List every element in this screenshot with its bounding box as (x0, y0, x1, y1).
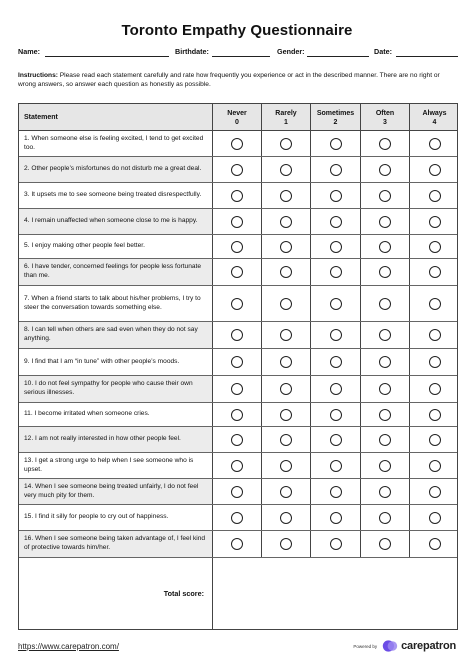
column-header-label: Often (375, 109, 395, 117)
rating-radio-never[interactable] (231, 138, 243, 150)
rating-cell (310, 427, 360, 452)
table-row (19, 479, 457, 505)
rating-radio-sometimes[interactable] (330, 460, 342, 472)
rating-cell (310, 157, 360, 182)
rating-cell (310, 479, 360, 504)
rating-cell (261, 453, 310, 478)
rating-radio-never[interactable] (231, 241, 243, 253)
rating-cell (261, 322, 310, 348)
rating-cell (261, 235, 310, 258)
rating-cell (310, 235, 360, 258)
birthdate-input-line[interactable] (212, 56, 270, 57)
rating-radio-always[interactable] (429, 138, 441, 150)
rating-cell (360, 183, 409, 208)
statement-text: 3. It upsets me to see someone being treated disrespectfully. (24, 191, 202, 199)
rating-cell (409, 183, 459, 208)
rating-radio-always[interactable] (429, 460, 441, 472)
table-row (19, 453, 457, 479)
rating-radio-never[interactable] (231, 409, 243, 421)
rating-radio-sometimes[interactable] (330, 383, 342, 395)
statement-text: 11. I become irritated when someone cries. (24, 410, 150, 418)
rating-cell (310, 322, 360, 348)
rating-cell (212, 376, 261, 402)
rating-radio-always[interactable] (429, 241, 441, 253)
statement-text: 5. I enjoy making other people feel better. (24, 242, 145, 250)
rating-radio-rarely[interactable] (280, 512, 292, 524)
table-row (19, 183, 457, 209)
rating-radio-sometimes[interactable] (330, 356, 342, 368)
rating-radio-rarely[interactable] (280, 216, 292, 228)
statement-text: 14. When I see someone being treated unfairly, I do not feel very much pity for them. (19, 479, 212, 504)
rating-cell (360, 479, 409, 504)
rating-cell (310, 453, 360, 478)
rating-cell (409, 286, 459, 321)
rating-cell (360, 427, 409, 452)
powered-by-text: Powered by (353, 643, 378, 649)
rating-cell (212, 209, 261, 234)
column-header-never (212, 104, 261, 131)
instructions-text: Please read each statement carefully and rate how frequently you experience or act in the described manner. There are no right or wrong answers, so answer each question as honestly as possible. (18, 72, 440, 89)
rating-radio-never[interactable] (231, 356, 243, 368)
rating-cell (409, 376, 459, 402)
rating-cell (310, 505, 360, 530)
rating-cell (310, 403, 360, 426)
name-input-line[interactable] (45, 56, 169, 57)
rating-cell (360, 157, 409, 182)
rating-radio-never[interactable] (231, 538, 243, 550)
table-row (19, 403, 457, 427)
rating-cell (261, 131, 310, 156)
instructions (18, 71, 458, 89)
table-row (19, 531, 457, 558)
statement-text: 8. I can tell when others are sad even when they do not say anything. (19, 322, 212, 348)
rating-cell (409, 505, 459, 530)
statement-text: 13. I get a strong urge to help when I see someone who is upset. (24, 456, 194, 473)
gender-field[interactable] (277, 47, 305, 56)
rating-radio-sometimes[interactable] (330, 486, 342, 498)
rating-cell (212, 505, 261, 530)
rating-cell (409, 209, 459, 234)
rating-radio-often[interactable] (379, 298, 391, 310)
column-header-rarely (261, 104, 310, 131)
respondent-fields (18, 47, 458, 61)
rating-radio-never[interactable] (231, 486, 243, 498)
rating-cell (409, 531, 459, 557)
rating-radio-often[interactable] (379, 329, 391, 341)
statement-text: 9. I find that I am “in tune” with other people’s moods. (24, 357, 180, 365)
rating-radio-never[interactable] (231, 329, 243, 341)
statement-text: 7. When a friend starts to talk about his/her problems, I try to steer the conversation towards something else. (24, 294, 201, 311)
name-label: Name: (18, 47, 40, 56)
rating-radio-rarely[interactable] (280, 190, 292, 202)
rating-radio-often[interactable] (379, 460, 391, 472)
statement-text: 4. I remain unaffected when someone close to me is happy. (19, 209, 212, 234)
instructions-label: Instructions: (18, 72, 58, 79)
table-row (19, 376, 457, 403)
page-title: Toronto Empathy Questionnaire (121, 22, 353, 39)
rating-radio-often[interactable] (379, 434, 391, 446)
rating-radio-sometimes[interactable] (330, 409, 342, 421)
rating-radio-always[interactable] (429, 216, 441, 228)
rating-cell (360, 505, 409, 530)
rating-cell (261, 427, 310, 452)
rating-radio-always[interactable] (429, 512, 441, 524)
rating-cell (261, 479, 310, 504)
rating-cell (409, 157, 459, 182)
rating-cell (310, 286, 360, 321)
rating-radio-rarely[interactable] (280, 486, 292, 498)
rating-cell (212, 131, 261, 156)
rating-radio-sometimes[interactable] (330, 164, 342, 176)
rating-radio-rarely[interactable] (280, 164, 292, 176)
column-header-value: 1 (284, 118, 288, 126)
birthdate-label: Birthdate: (175, 47, 209, 56)
rating-cell (360, 376, 409, 402)
name-field[interactable] (18, 47, 40, 56)
table-row (19, 131, 457, 157)
rating-radio-sometimes[interactable] (330, 329, 342, 341)
rating-radio-often[interactable] (379, 164, 391, 176)
rating-radio-never[interactable] (231, 216, 243, 228)
rating-radio-always[interactable] (429, 356, 441, 368)
statement-text: 16. When I see someone being taken advantage of, I feel kind of protective towards him/her. (19, 531, 212, 557)
rating-cell (212, 157, 261, 182)
total-score-label: Total score: (163, 589, 204, 598)
table-row (19, 286, 457, 322)
questionnaire-table (18, 103, 458, 630)
table-row (19, 427, 457, 453)
rating-cell (409, 131, 459, 156)
column-header-value: 0 (235, 118, 239, 126)
table-row (19, 349, 457, 376)
rating-cell (360, 531, 409, 557)
rating-cell (212, 403, 261, 426)
rating-radio-often[interactable] (379, 486, 391, 498)
column-header-value: 2 (333, 118, 338, 126)
rating-cell (212, 183, 261, 208)
rating-radio-rarely[interactable] (280, 356, 292, 368)
carepatron-logo-icon (382, 638, 398, 654)
rating-radio-always[interactable] (429, 538, 441, 550)
rating-cell (261, 183, 310, 208)
rating-cell (360, 403, 409, 426)
rating-cell (310, 349, 360, 375)
date-field[interactable] (374, 47, 392, 56)
rating-cell (261, 259, 310, 285)
rating-radio-rarely[interactable] (280, 460, 292, 472)
rating-cell (360, 131, 409, 156)
rating-radio-sometimes[interactable] (330, 434, 342, 446)
column-header-label: Sometimes (316, 109, 355, 117)
rating-cell (310, 209, 360, 234)
statement-text: 12. I am not really interested in how other people feel. (19, 427, 212, 452)
rating-radio-never[interactable] (231, 190, 243, 202)
table-row (19, 157, 457, 183)
rating-cell (212, 322, 261, 348)
statement-text: 2. Other people’s misfortunes do not disturb me a great deal. (19, 157, 212, 182)
rating-radio-always[interactable] (429, 164, 441, 176)
rating-radio-never[interactable] (231, 512, 243, 524)
rating-radio-always[interactable] (429, 190, 441, 202)
column-header-label: Rarely (275, 109, 297, 117)
date-input-line[interactable] (396, 56, 458, 57)
rating-cell (360, 286, 409, 321)
rating-radio-sometimes[interactable] (330, 266, 342, 278)
rating-cell (360, 453, 409, 478)
column-header-often (360, 104, 409, 131)
brand-name: carepatron (401, 640, 456, 652)
table-row (19, 209, 457, 235)
table-row (19, 235, 457, 259)
rating-radio-always[interactable] (429, 434, 441, 446)
rating-radio-never[interactable] (231, 434, 243, 446)
rating-cell (261, 531, 310, 557)
rating-radio-often[interactable] (379, 216, 391, 228)
rating-radio-always[interactable] (429, 409, 441, 421)
rating-cell (212, 453, 261, 478)
rating-cell (409, 453, 459, 478)
carepatron-url-link[interactable]: https://www.carepatron.com/ (18, 642, 119, 651)
rating-radio-often[interactable] (379, 241, 391, 253)
rating-cell (261, 286, 310, 321)
rating-radio-sometimes[interactable] (330, 216, 342, 228)
rating-cell (212, 479, 261, 504)
table-header (19, 104, 457, 131)
rating-cell (409, 349, 459, 375)
rating-cell (360, 322, 409, 348)
rating-cell (212, 259, 261, 285)
rating-cell (360, 209, 409, 234)
rating-radio-sometimes[interactable] (330, 138, 342, 150)
rating-radio-always[interactable] (429, 329, 441, 341)
rating-radio-rarely[interactable] (280, 434, 292, 446)
table-row (19, 322, 457, 349)
rating-radio-always[interactable] (429, 298, 441, 310)
rating-radio-rarely[interactable] (280, 383, 292, 395)
rating-radio-never[interactable] (231, 460, 243, 472)
rating-radio-sometimes[interactable] (330, 298, 342, 310)
rating-radio-rarely[interactable] (280, 266, 292, 278)
rating-radio-sometimes[interactable] (330, 241, 342, 253)
rating-cell (310, 259, 360, 285)
gender-label: Gender: (277, 47, 305, 56)
rating-cell (261, 349, 310, 375)
rating-cell (310, 131, 360, 156)
date-label: Date: (374, 47, 392, 56)
birthdate-field[interactable] (175, 47, 209, 56)
statement-text: 10. I do not feel sympathy for people who cause their own serious illnesses. (19, 376, 212, 402)
rating-cell (261, 209, 310, 234)
rating-radio-sometimes[interactable] (330, 512, 342, 524)
rating-cell (409, 403, 459, 426)
rating-cell (261, 376, 310, 402)
statement-text: 1. When someone else is feeling excited, I tend to get excited too. (24, 134, 204, 151)
statement-column-header: Statement (24, 114, 58, 121)
rating-radio-never[interactable] (231, 164, 243, 176)
rating-radio-often[interactable] (379, 538, 391, 550)
rating-radio-never[interactable] (231, 298, 243, 310)
rating-cell (360, 259, 409, 285)
statement-text: 15. I find it silly for people to cry out of happiness. (24, 513, 169, 521)
column-header-label: Always (422, 109, 447, 117)
rating-cell (310, 376, 360, 402)
total-score-field[interactable] (212, 558, 457, 629)
rating-cell (409, 235, 459, 258)
rating-cell (212, 531, 261, 557)
column-header-sometimes (310, 104, 360, 131)
rating-cell (212, 349, 261, 375)
rating-radio-always[interactable] (429, 486, 441, 498)
rating-cell (409, 479, 459, 504)
rating-radio-often[interactable] (379, 138, 391, 150)
column-header-label: Never (227, 109, 247, 117)
rating-cell (261, 157, 310, 182)
rating-radio-sometimes[interactable] (330, 190, 342, 202)
rating-cell (409, 427, 459, 452)
brand-block (353, 638, 456, 654)
gender-input-line[interactable] (307, 56, 369, 57)
rating-radio-often[interactable] (379, 356, 391, 368)
table-row (19, 505, 457, 531)
rating-radio-rarely[interactable] (280, 329, 292, 341)
rating-radio-often[interactable] (379, 409, 391, 421)
rating-radio-often[interactable] (379, 383, 391, 395)
rating-cell (212, 427, 261, 452)
statement-text: 6. I have tender, concerned feelings for people less fortunate than me. (19, 259, 212, 285)
rating-radio-rarely[interactable] (280, 241, 292, 253)
table-row (19, 259, 457, 286)
rating-cell (310, 531, 360, 557)
column-header-value: 3 (383, 118, 387, 126)
rating-cell (212, 286, 261, 321)
rating-radio-rarely[interactable] (280, 409, 292, 421)
rating-radio-rarely[interactable] (280, 298, 292, 310)
rating-radio-often[interactable] (379, 512, 391, 524)
rating-radio-sometimes[interactable] (330, 538, 342, 550)
rating-cell (409, 322, 459, 348)
rating-radio-never[interactable] (231, 383, 243, 395)
rating-cell (261, 505, 310, 530)
rating-radio-always[interactable] (429, 266, 441, 278)
total-score-row (19, 558, 457, 629)
rating-radio-never[interactable] (231, 266, 243, 278)
rating-cell (360, 235, 409, 258)
rating-cell (360, 349, 409, 375)
rating-radio-often[interactable] (379, 190, 391, 202)
column-header-always (409, 104, 459, 131)
rating-cell (310, 183, 360, 208)
rating-cell (212, 235, 261, 258)
rating-radio-rarely[interactable] (280, 538, 292, 550)
rating-radio-often[interactable] (379, 266, 391, 278)
column-header-value: 4 (432, 118, 437, 126)
rating-radio-rarely[interactable] (280, 138, 292, 150)
rating-cell (261, 403, 310, 426)
rating-radio-always[interactable] (429, 383, 441, 395)
rating-cell (409, 259, 459, 285)
